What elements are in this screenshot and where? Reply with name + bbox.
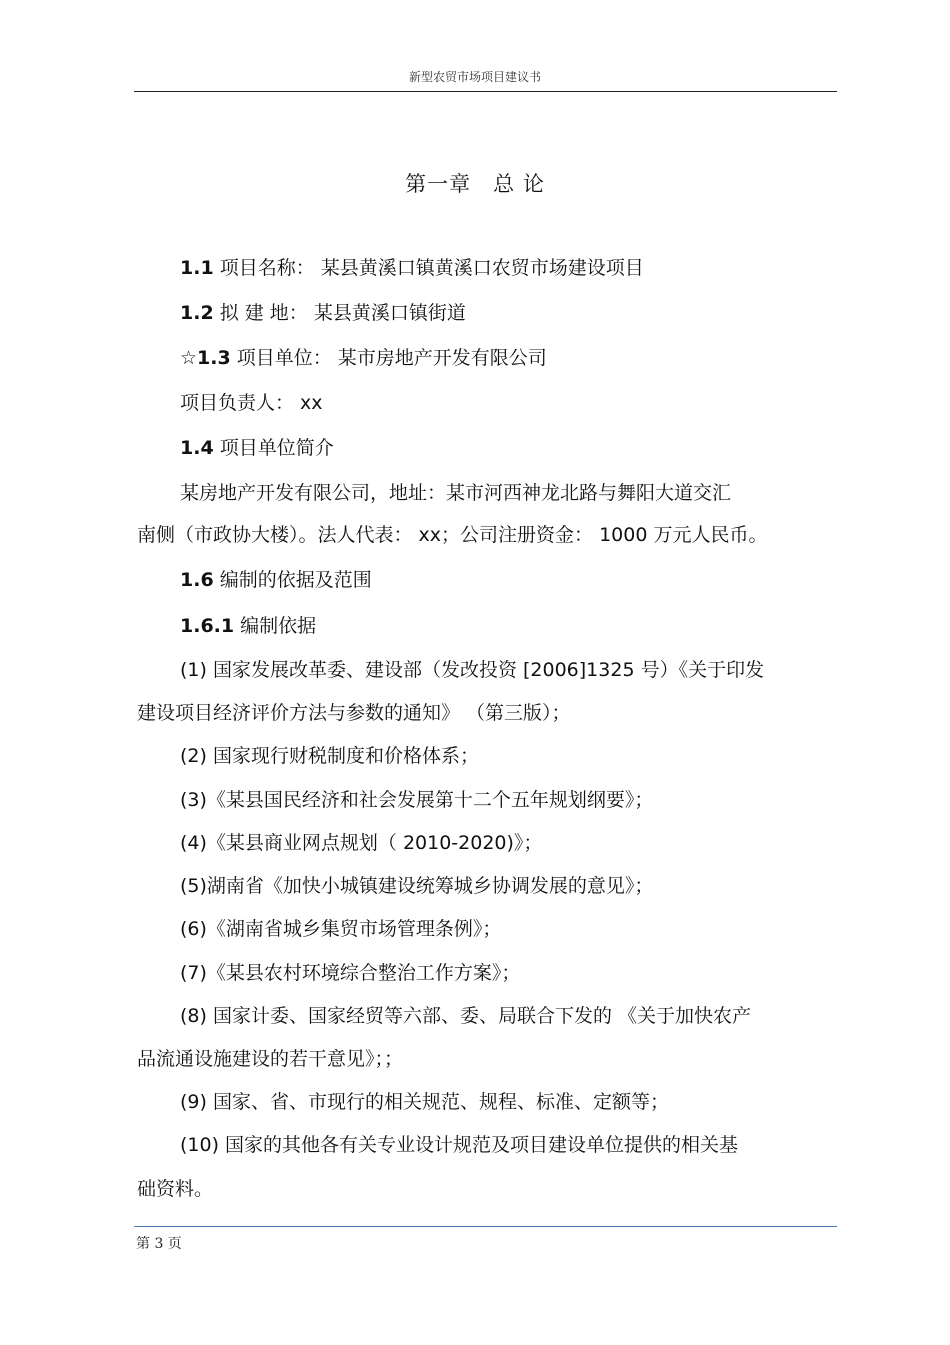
section-number: 1.3 bbox=[197, 347, 231, 369]
basis-item-1-line-1: (1) 国家发展改革委、建设部（发改投资 [2006]1325 号）《关于印发 bbox=[180, 659, 765, 681]
header-divider bbox=[134, 91, 837, 92]
section-text: 项目名称： 某县黄溪口镇黄溪口农贸市场建设项目 bbox=[213, 257, 644, 279]
section-number: 1.1 bbox=[180, 257, 214, 279]
basis-item-8-line-2: 品流通设施建设的若干意见》；； bbox=[137, 1048, 404, 1070]
section-1-6-1 bbox=[180, 614, 316, 638]
project-leader: 项目负责人： xx bbox=[180, 392, 323, 414]
star-icon: ☆ bbox=[180, 347, 198, 369]
basis-item-8-line-1: (8) 国家计委、国家经贸等六部、委、局联合下发的 《关于加快农产 bbox=[180, 1005, 751, 1027]
company-intro-line-2: 南侧（市政协大楼）。法人代表： xx；公司注册资金： 1000 万元人民币。 bbox=[137, 524, 768, 546]
section-text: 项目单位简介 bbox=[213, 437, 334, 459]
section-1-1 bbox=[180, 256, 644, 280]
section-number: 1.4 bbox=[180, 437, 214, 459]
basis-item-9: (9) 国家、省、市现行的相关规范、规程、标准、定额等； bbox=[180, 1091, 669, 1113]
basis-item-6: (6)《湖南省城乡集贸市场管理条例》； bbox=[180, 918, 502, 940]
basis-item-4: (4)《某县商业网点规划（ 2010-2020)》； bbox=[180, 832, 543, 854]
chapter-title: 第一章 总 论 bbox=[405, 172, 545, 196]
company-intro-line-1: 某房地产开发有限公司，地址：某市河西神龙北路与舞阳大道交汇 bbox=[180, 482, 732, 504]
basis-item-10-line-1: (10) 国家的其他各有关专业设计规范及项目建设单位提供的相关基 bbox=[180, 1134, 739, 1156]
section-1-4 bbox=[180, 436, 334, 460]
footer-divider bbox=[134, 1226, 837, 1227]
section-1-2 bbox=[180, 301, 466, 325]
running-header: 新型农贸市场项目建议书 bbox=[408, 70, 541, 84]
basis-item-3: (3)《某县国民经济和社会发展第十二个五年规划纲要》； bbox=[180, 789, 654, 811]
section-1-3 bbox=[180, 346, 547, 370]
basis-item-7: (7)《某县农村环境综合整治工作方案》； bbox=[180, 962, 521, 984]
section-text: 拟 建 地： 某县黄溪口镇街道 bbox=[213, 302, 466, 324]
section-number: 1.6 bbox=[180, 569, 214, 591]
section-1-6 bbox=[180, 568, 372, 592]
section-number: 1.6.1 bbox=[180, 615, 235, 637]
basis-item-2: (2) 国家现行财税制度和价格体系； bbox=[180, 745, 479, 767]
section-number: 1.2 bbox=[180, 302, 214, 324]
basis-item-1-line-2: 建设项目经济评价方法与参数的通知》 （第三版）； bbox=[137, 702, 571, 724]
section-text: 项目单位： 某市房地产开发有限公司 bbox=[230, 347, 547, 369]
section-text: 编制依据 bbox=[234, 615, 317, 637]
section-text: 编制的依据及范围 bbox=[213, 569, 372, 591]
basis-item-10-line-2: 础资料。 bbox=[137, 1178, 214, 1200]
basis-item-5: (5)湖南省《加快小城镇建设统筹城乡协调发展的意见》； bbox=[180, 875, 654, 897]
page-number: 第 3 页 bbox=[136, 1236, 182, 1252]
